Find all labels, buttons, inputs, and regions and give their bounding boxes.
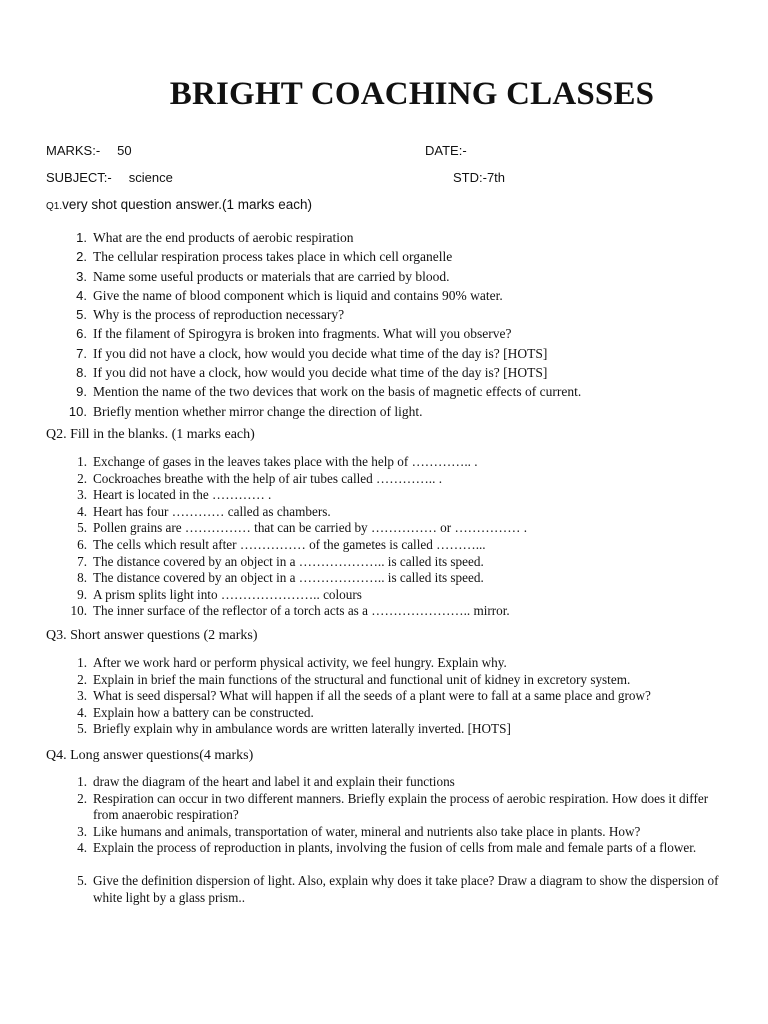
list-item [76,247,581,266]
item-number: 7. [76,345,87,361]
item-text: The distance covered by an object in a ……………….. is called its speed. [93,553,484,569]
list-item [77,774,733,791]
item-number: 6. [77,536,87,552]
item-text: Explain in brief the main functions of the structural and functional unit of kidney in excretory system. [93,671,631,687]
item-number: 8. [76,365,87,381]
item-text: Explain the process of reproduction in plants, involving the fusion of cells from male and female parts of a flower. [93,840,697,855]
item-text: If you did not have a clock, how would you decide what time of the day is? [HOTS] [93,345,548,361]
item-text: Pollen grains are …………… that can be carried by …………… or …………… . [93,520,527,536]
subject-label: SUBJECT:- [46,170,112,185]
item-text: Briefly mention whether mirror change the direction of light. [93,403,423,419]
list-item [77,688,651,705]
item-number: 2. [77,790,87,806]
item-number: 6. [76,326,87,342]
item-text: Mention the name of the two devices that work on the basis of magnetic effects of current. [93,384,582,400]
subject-value: science [128,170,173,185]
item-text: The distance covered by an object in a ……………….. is called its speed. [93,570,484,586]
list-item [76,286,581,305]
list-item [77,570,527,587]
item-number: 1. [77,454,87,469]
item-number: 1. [76,230,87,245]
list-item [76,305,581,324]
item-text: Briefly explain why in ambulance words are written laterally inverted. [HOTS] [93,721,511,737]
item-number: 9. [76,384,87,400]
item-number: 5. [77,721,87,737]
marks-value: 50 [117,143,132,158]
q3-heading: Q3. Short answer questions (2 marks) [46,628,258,643]
list-item [76,228,581,247]
list-item [77,454,527,471]
item-text: Exchange of gases in the leaves takes place with the help of ………….. . [93,454,478,469]
item-number: 3. [77,487,87,503]
item-number: 5. [77,873,87,888]
item-text: draw the diagram of the heart and label it and explain their functions [93,774,455,789]
list-item [76,267,581,286]
list-item [77,586,527,604]
item-number: 2. [77,470,87,486]
item-text: If you did not have a clock, how would you decide what time of the day is? [HOTS] [93,365,548,381]
list-item [77,671,651,689]
item-text: Respiration can occur in two different manners. Briefly explain the process of aerobic respiration. How does it differ from anaerobic respiration? [93,790,709,822]
date-label: DATE:- [425,143,467,158]
q2-list [70,454,527,620]
list-item [68,402,581,421]
list-item [77,873,733,906]
subject-field [46,170,173,185]
item-text: What is seed dispersal? What will happen if all the seeds of a plant were to fall at a same place and grow? [93,688,651,704]
item-number: 4. [76,287,87,303]
item-number: 2. [76,249,87,265]
item-text: Cockroaches breathe with the help of air tubes called ………….. . [93,470,442,486]
item-text: The inner surface of the reflector of a torch acts as a ………………….. mirror. [93,603,510,619]
item-text: The cellular respiration process takes place in which cell organelle [93,249,453,265]
item-number: 8. [77,570,87,586]
list-item [77,520,527,537]
item-number: 1. [77,774,87,789]
item-number: 3. [77,688,87,704]
list-item [77,790,733,824]
std-label: STD:-7th [453,170,506,185]
item-text: Give the name of blood component which is liquid and contains 90% water. [93,287,503,303]
list-item [77,470,527,488]
item-text: Heart is located in the ………… . [93,487,272,503]
q1-prefix: Q1. [46,201,63,212]
item-number: 10. [68,403,87,419]
item-number: 4. [77,503,87,519]
marks-label: MARKS:- [46,143,101,158]
list-item [70,603,527,620]
q3-list [77,655,651,738]
marks-field [46,143,132,158]
item-text: Give the definition dispersion of light. Also, explain why does it take place? Draw a diagram to show the dispersion of white light by a glass prism.. [93,873,719,905]
list-item [77,487,527,504]
list-item [77,721,651,738]
item-number: 4. [77,840,87,855]
std-field [453,170,505,185]
list-item [77,655,651,672]
item-text: If the filament of Spirogyra is broken into fragments. What will you observe? [93,326,512,342]
item-number: 9. [77,586,87,602]
q1-heading-text: very shot question answer.(1 marks each) [62,197,312,212]
item-text: What are the end products of aerobic respiration [93,230,354,245]
q1-list [68,228,582,421]
list-item [77,536,527,554]
item-text: Name some useful products or materials that are carried by blood. [93,268,450,284]
item-number: 5. [77,520,87,536]
list-item [76,344,581,363]
item-number: 2. [77,671,87,687]
list-item [77,704,651,722]
date-field [425,143,467,158]
page-title: BRIGHT COACHING CLASSES [169,76,655,112]
item-number: 7. [77,553,87,569]
list-item [76,363,581,382]
item-number: 1. [77,655,87,670]
item-text: After we work hard or perform physical activity, we feel hungry. Explain why. [93,655,507,670]
q4-heading: Q4. Long answer questions(4 marks) [46,748,254,763]
item-number: 5. [76,307,87,323]
q1-heading [46,197,312,212]
list-item [77,840,733,873]
item-text: Why is the process of reproduction necessary? [93,307,345,323]
q4-list [77,774,733,906]
item-number: 10. [70,603,87,619]
list-item [77,823,733,841]
item-text: Explain how a battery can be constructed. [93,704,314,720]
item-text: A prism splits light into ………………….. colours [93,586,362,602]
list-item [77,503,527,521]
item-text: Like humans and animals, transportation of water, mineral and nutrients also take place in plants. How? [93,823,641,839]
list-item [76,382,582,401]
list-item [76,324,581,343]
item-number: 3. [77,823,87,839]
item-text: Heart has four ………… called as chambers. [93,503,331,519]
item-number: 4. [77,704,87,720]
item-text: The cells which result after …………… of the gametes is called ………... [93,536,486,552]
list-item [77,553,527,571]
item-number: 3. [76,268,87,284]
q2-heading: Q2. Fill in the blanks. (1 marks each) [46,427,255,442]
